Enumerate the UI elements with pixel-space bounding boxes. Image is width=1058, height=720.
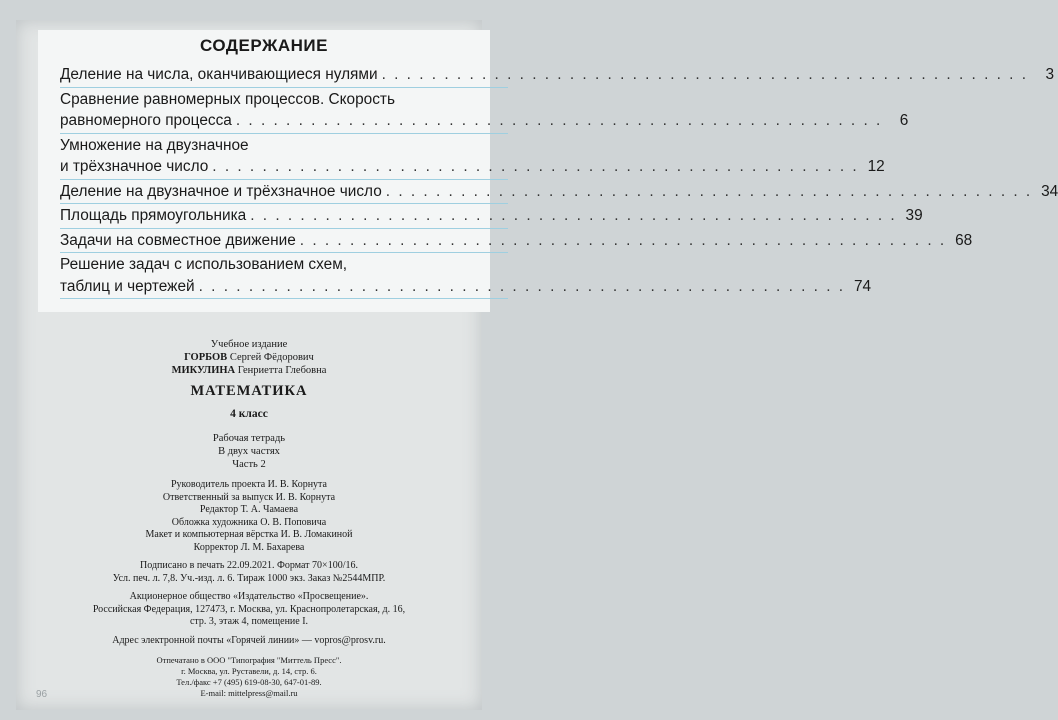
toc-entry-text: Деление на числа, оканчивающиеся нулями <box>60 66 378 83</box>
email-line: Адрес электронной почты «Горячей линии» — vopros@prosv.ru. <box>112 634 386 646</box>
edition-type: Учебное издание <box>210 339 288 350</box>
toc-entry-text: и трёхзначное число <box>60 158 209 175</box>
printer-info: Отпечатано в ООО "Типография "Миттель Пресс". <box>156 655 342 665</box>
toc-entry-text: равномерного процесса <box>60 112 232 129</box>
printer-info: Тел./факс +7 (495) 619-08-30, 647-01-89. <box>176 677 322 687</box>
toc-page-number: 34 <box>1041 182 1058 200</box>
parts-count: В двух частях <box>218 446 280 457</box>
publisher-info: стр. 3, этаж 4, помещение I. <box>189 616 309 627</box>
credit: Редактор Т. А. Чамаева <box>199 504 299 515</box>
credit: Корректор Л. М. Бахарева <box>193 541 305 553</box>
print-info: Усл. печ. л. 7,8. Уч.-изд. л. 6. Тираж 1000 экз. Заказ №2544МПР. <box>112 572 386 584</box>
toc-entry-text: Сравнение равномерных процессов. Скорость <box>60 90 395 108</box>
publisher-info: Акционерное общество «Издательство «Просвещение». <box>129 591 369 602</box>
toc-entry-text: Задачи на совместное движение <box>60 231 296 249</box>
print-info: Подписано в печать 22.09.2021. Формат 70×100/16. <box>140 560 358 571</box>
book-type: Рабочая тетрадь <box>212 433 286 444</box>
toc-page-number: 74 <box>853 277 872 295</box>
toc-entry <box>60 181 1058 205</box>
toc-entry-text: таблиц и чертежей <box>60 277 195 295</box>
publisher-info: Российская Федерация, 127473, г. Москва, ул. Краснопролетарская, д. 16, <box>92 603 406 615</box>
toc-page-number: 6 <box>899 112 909 129</box>
toc-entry-text: Деление на двузначное и трёхзначное число <box>60 182 382 200</box>
toc-list <box>60 64 1058 300</box>
book-title: МАТЕМАТИКА <box>190 383 308 399</box>
author-2: МИКУЛИНА Генриетта Глебовна <box>171 365 327 376</box>
toc-page-number: 39 <box>905 207 923 224</box>
book-page <box>16 20 1058 710</box>
toc-page-number: 12 <box>867 158 885 175</box>
toc-entry <box>60 64 1055 88</box>
credit: Макет и компьютерная вёрстка И. В. Ломакиной <box>145 529 353 540</box>
imprint <box>16 338 482 699</box>
toc-entry <box>60 205 923 229</box>
printer-info: E-mail: mittelpress@mail.ru <box>200 688 298 698</box>
credit: Обложка художника О. В. Поповича <box>171 516 327 528</box>
author-1: ГОРБОВ Сергей Фёдорович <box>184 352 314 363</box>
part-number: Часть 2 <box>232 459 266 470</box>
toc-page-number: 68 <box>955 231 973 249</box>
credit: Руководитель проекта И. В. Корнута <box>171 479 327 490</box>
toc-entry-text: Площадь прямоугольника <box>60 207 247 224</box>
toc-title: СОДЕРЖАНИЕ <box>200 36 328 55</box>
toc-entry-text: Умножение на двузначное <box>60 136 249 154</box>
toc-page-number: 3 <box>1045 66 1055 83</box>
toc-entry-text: Решение задач с использованием схем, <box>60 256 348 273</box>
table-of-contents <box>38 30 1058 312</box>
page-number: 96 <box>36 689 48 700</box>
grade: 4 класс <box>230 408 268 420</box>
toc-entry <box>60 89 909 134</box>
printer-info: г. Москва, ул. Руставели, д. 14, стр. 6. <box>181 666 317 676</box>
toc-entry <box>60 254 872 299</box>
credit: Ответственный за выпуск И. В. Корнута <box>162 491 336 503</box>
toc-entry <box>60 230 973 254</box>
toc-entry <box>60 135 885 180</box>
